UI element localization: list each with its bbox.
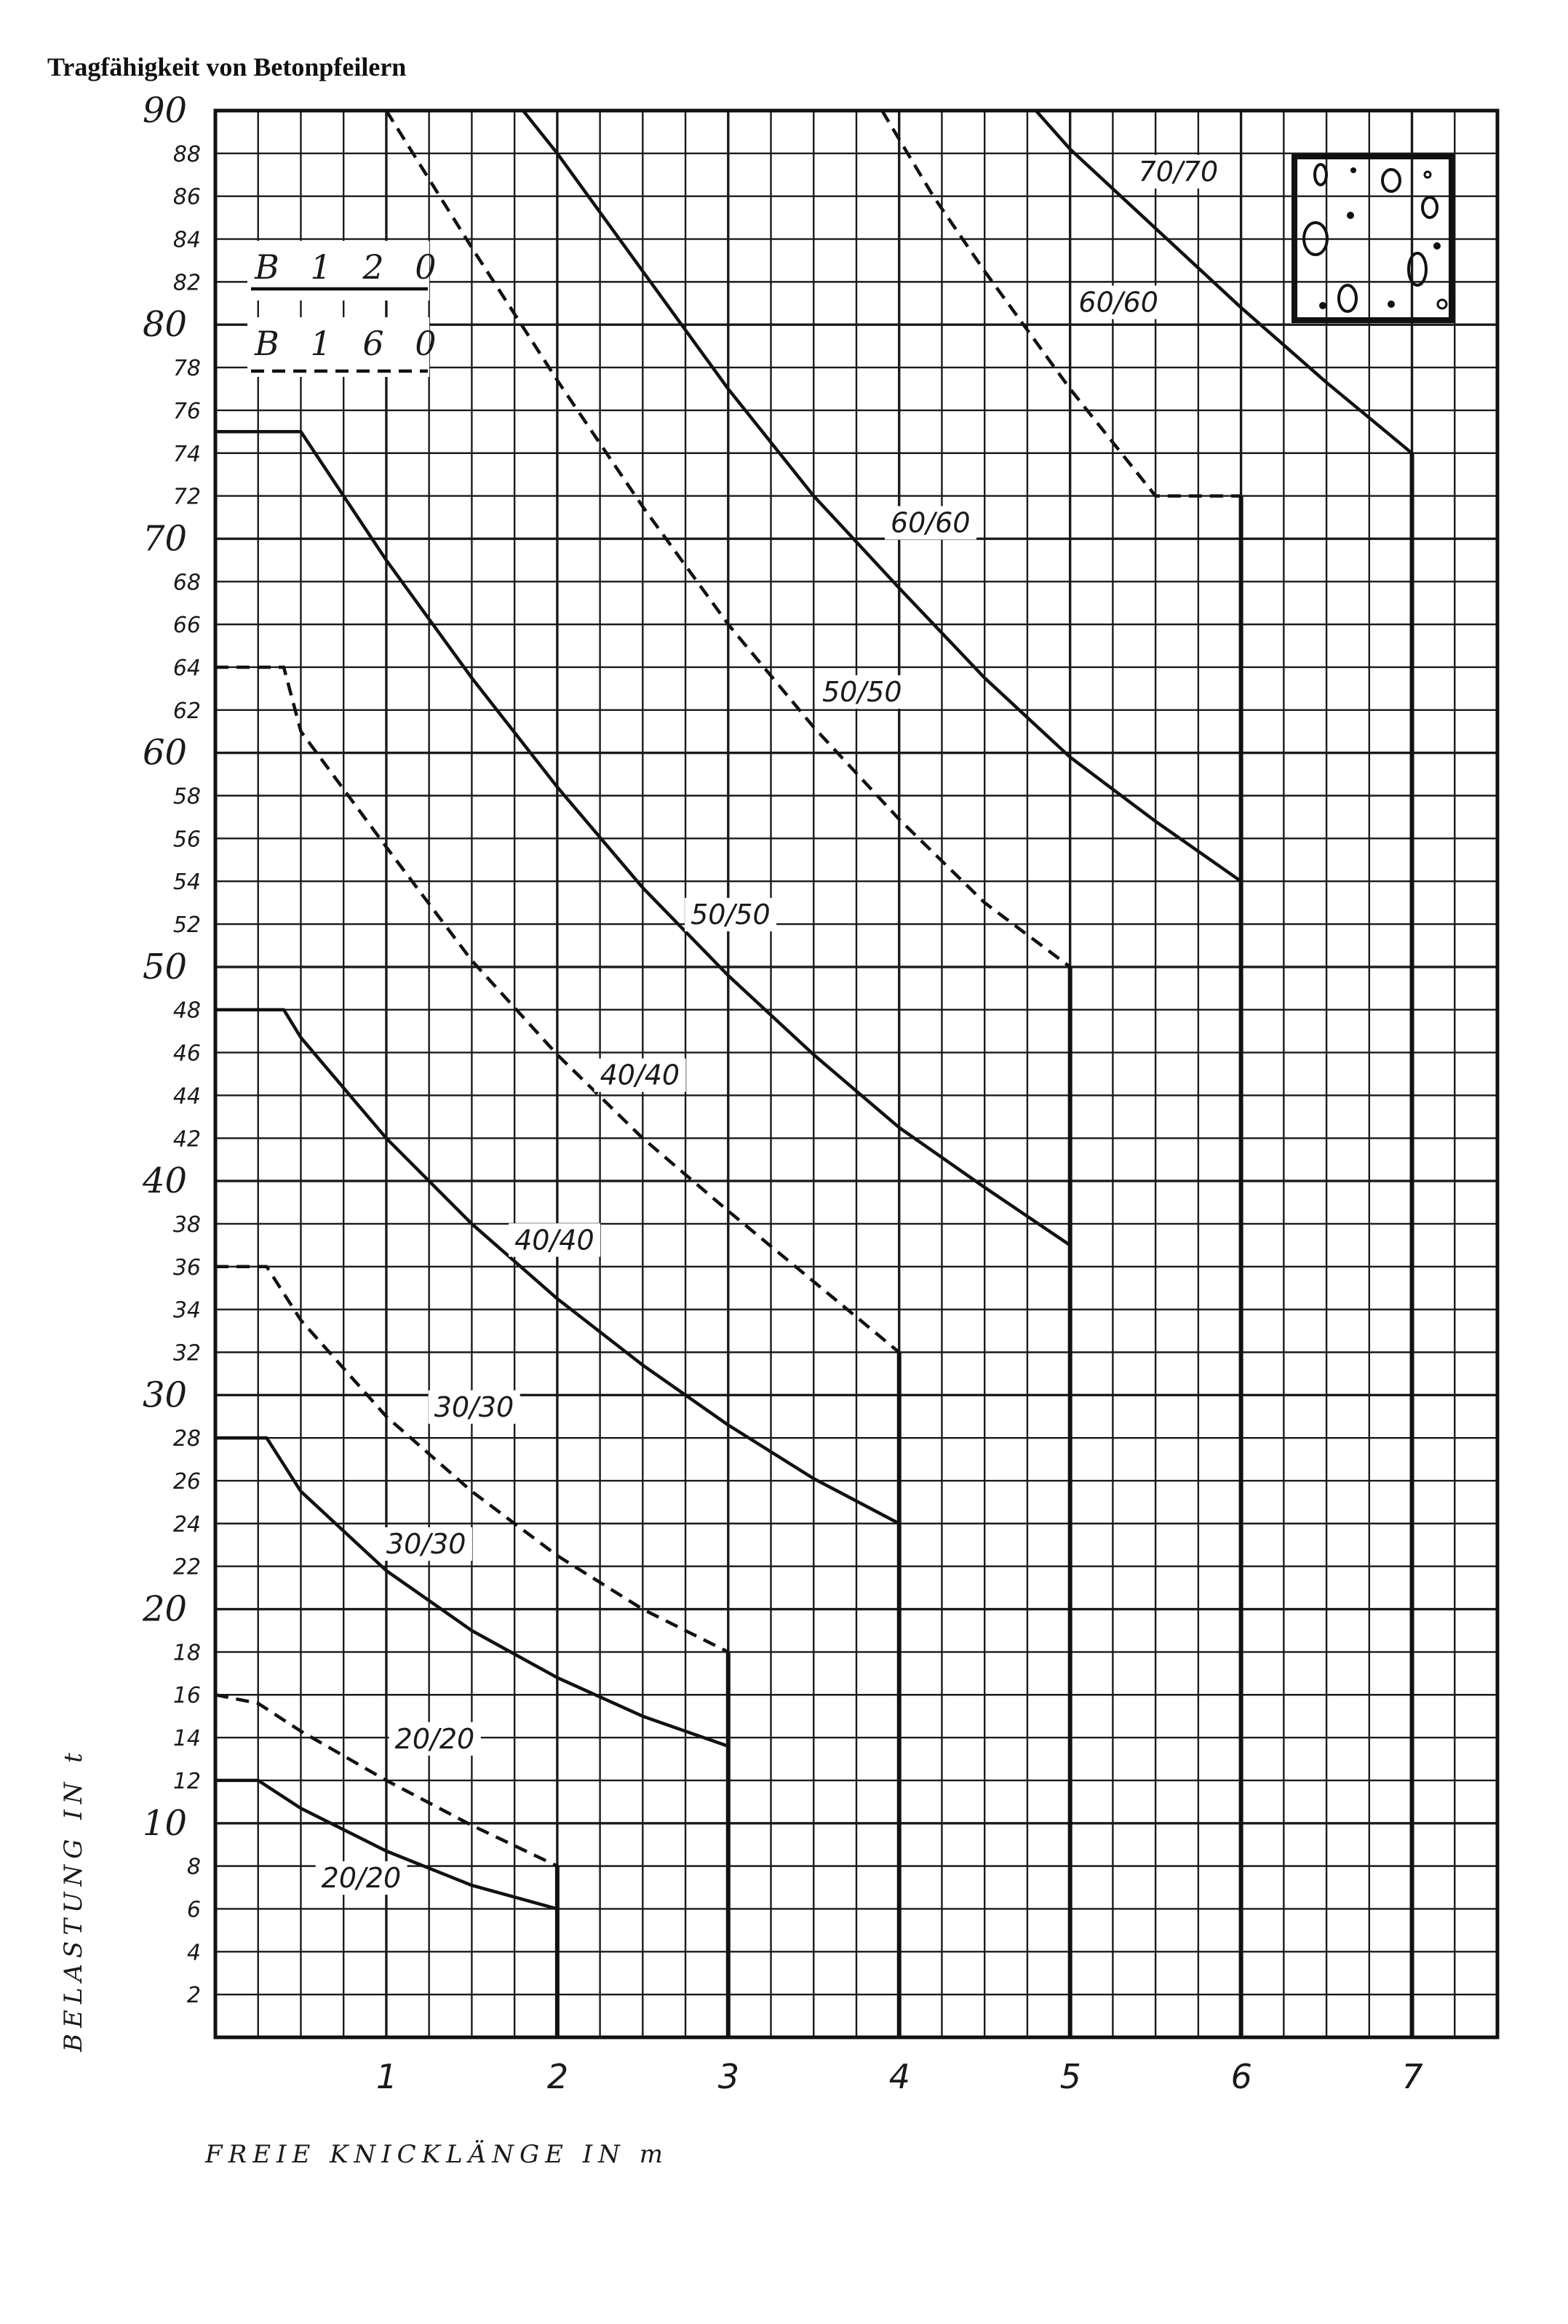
y-tick-label: 50: [143, 946, 188, 987]
y-tick-label: 66: [172, 613, 201, 639]
y-tick-label: 40: [143, 1161, 188, 1202]
y-tick-label: 36: [172, 1254, 201, 1281]
y-tick-label: 68: [172, 570, 201, 596]
y-tick-label: 28: [172, 1426, 201, 1452]
y-tick-label: 42: [172, 1126, 201, 1153]
y-tick-label: 74: [172, 441, 201, 467]
y-tick-label: 48: [172, 998, 201, 1024]
y-tick-label: 58: [172, 784, 201, 810]
curve-label: 60/60: [1078, 286, 1158, 319]
x-tick-label: 5: [1059, 2057, 1081, 2096]
x-tick-label: 6: [1230, 2057, 1252, 2096]
y-tick-label: 82: [172, 270, 201, 296]
y-tick-label: 78: [172, 356, 201, 382]
y-tick-label: 14: [172, 1726, 201, 1752]
y-tick-label: 16: [172, 1683, 201, 1709]
y-tick-label: 30: [143, 1374, 188, 1416]
y-tick-label: 10: [143, 1802, 188, 1844]
y-tick-label: 84: [172, 227, 201, 253]
x-axis-ticks: [376, 2057, 1423, 2096]
y-tick-label: 32: [172, 1340, 201, 1366]
y-tick-label: 76: [172, 398, 201, 424]
y-tick-label: 44: [172, 1083, 201, 1110]
y-tick-label: 88: [172, 141, 201, 167]
curve-label: 70/70: [1138, 156, 1219, 188]
y-tick-label: 4: [186, 1940, 201, 1966]
curve-label: 50/50: [822, 676, 902, 709]
y-tick-label: 70: [143, 518, 188, 560]
y-tick-label: 38: [172, 1211, 201, 1238]
y-tick-label: 54: [172, 869, 201, 896]
y-tick-label: 34: [172, 1297, 201, 1324]
y-tick-label: 72: [172, 484, 201, 510]
y-tick-label: 86: [172, 184, 201, 210]
y-tick-label: 52: [172, 912, 201, 939]
x-tick-label: 4: [888, 2057, 911, 2096]
chart-curve-labels: [316, 155, 1225, 1895]
x-tick-label: 2: [546, 2057, 569, 2096]
curve-label: 60/60: [890, 506, 971, 539]
page-title: Tragfähigkeit von Betonpfeilern: [47, 52, 407, 81]
y-axis-ticks: [142, 90, 201, 2008]
y-tick-label: 62: [172, 698, 201, 724]
y-tick-label: 12: [172, 1768, 201, 1794]
legend-label: B 1 6 0: [255, 324, 447, 363]
y-tick-label: 60: [143, 732, 188, 773]
curve-label: 30/30: [386, 1528, 466, 1561]
y-tick-label: 26: [172, 1469, 201, 1495]
x-tick-label: 7: [1401, 2057, 1423, 2096]
x-axis-label: FREIE KNICKLÄNGE IN m: [205, 2140, 669, 2169]
x-tick-label: 3: [717, 2057, 740, 2096]
y-tick-label: 46: [172, 1040, 201, 1067]
x-tick-label: 1: [375, 2057, 398, 2096]
curve-label: 50/50: [691, 899, 771, 931]
y-axis-label: BELASTUNG IN t: [59, 1747, 88, 2052]
y-tick-label: 64: [172, 655, 201, 681]
y-tick-label: 56: [172, 827, 201, 853]
y-tick-label: 6: [186, 1897, 201, 1923]
y-tick-label: 80: [143, 304, 188, 346]
y-tick-label: 24: [172, 1511, 201, 1537]
legend-label: B 1 2 0: [255, 247, 447, 287]
y-tick-label: 2: [186, 1983, 201, 2009]
y-tick-label: 90: [143, 90, 188, 131]
curve-label: 20/20: [394, 1722, 475, 1755]
curve-label: 40/40: [600, 1059, 680, 1091]
y-tick-label: 20: [143, 1588, 188, 1630]
y-tick-label: 22: [172, 1554, 201, 1580]
curve-label: 30/30: [434, 1390, 514, 1423]
curve-label: 40/40: [514, 1224, 594, 1257]
curve-label: 20/20: [321, 1862, 402, 1895]
y-tick-label: 18: [172, 1640, 201, 1666]
chart-legend: [247, 241, 446, 377]
y-tick-label: 8: [186, 1854, 201, 1880]
